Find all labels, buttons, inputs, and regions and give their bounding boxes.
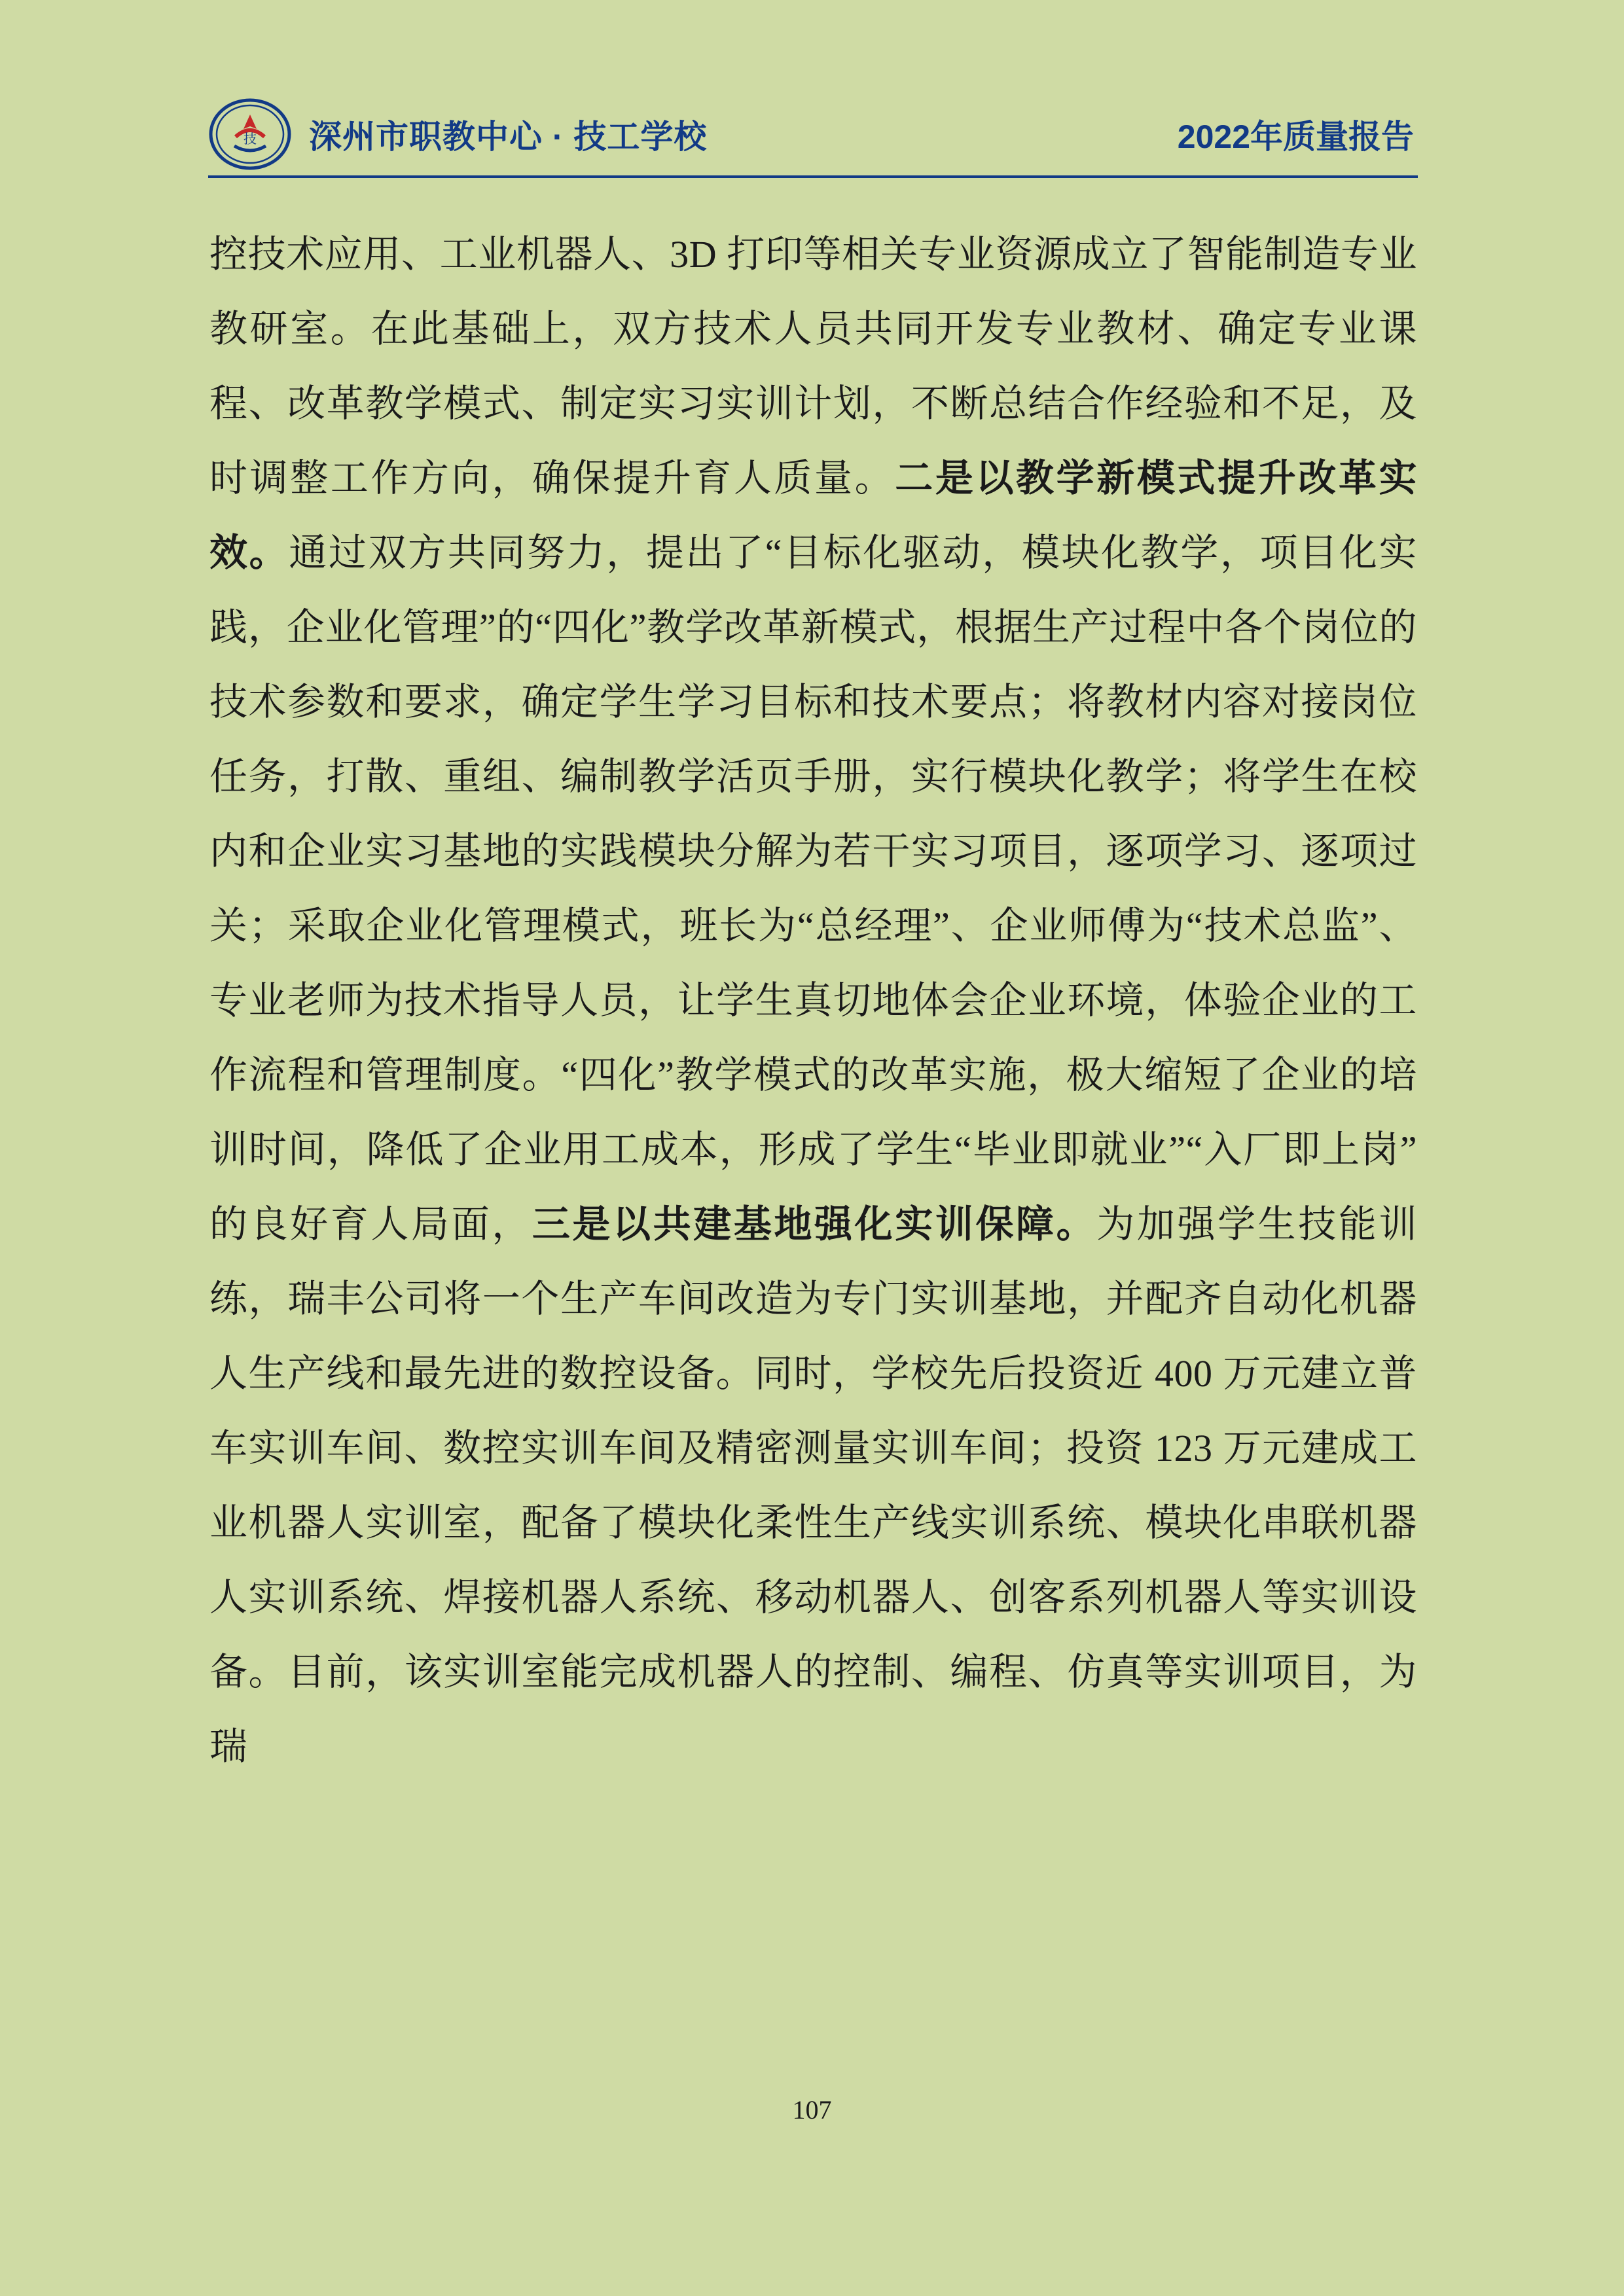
header-left-group [208, 98, 707, 171]
svg-text:技: 技 [244, 132, 257, 147]
body-paragraph [209, 217, 1417, 1784]
paragraph-segment-1: 控技术应用、工业机器人、3D 打印等相关专业资源成立了智能制造专业教研室。在此基础上，双方技术人员共同开发专业教材、确定专业课程、改革教学模式、制定实习实训计划，不断总结合作经验和不足，及时调整工作方向，确保提升育人质量。 [209, 233, 1417, 499]
bold-heading-1: 二是以教学新模式提升改革实效。 [209, 457, 1417, 574]
page-header [208, 92, 1416, 177]
school-logo-icon [208, 98, 292, 171]
paragraph-segment-3: 为加强学生技能训练，瑞丰公司将一个生产车间改造为专门实训基地，并配齐自动化机器人生产线和最先进的数控设备。同时，学校先后投资近 400 万元建立普车实训车间、数控实训车间及精密测量实训车间；投资 123 万元建成工业机器人实训室，配备了模块化柔性生产线实训系统、模块化串联机器人实训系统、焊接机器人系统、移动机器人、创客系列机器人等实训设备。目前，该实训室能完成机器人的控制、编程、仿真等实训项目，为瑞 [209, 1203, 1417, 1768]
bold-heading-2: 三是以共建基地强化实训保障。 [532, 1203, 1097, 1246]
paragraph-segment-2: 通过双方共同努力，提出了“目标化驱动，模块化教学，项目化实践，企业化管理”的“四化”教学改革新模式，根据生产过程中各个岗位的技术参数和要求，确定学生学习目标和技术要点；将教材内容对接岗位任务，打散、重组、编制教学活页手册，实行模块化教学；将学生在校内和企业实习基地的实践模块分解为若干实习项目，逐项学习、逐项过关；采取企业化管理模式，班长为“总经理”、企业师傅为“技术总监”、专业老师为技术指导人员，让学生真切地体会企业环境，体验企业的工作流程和管理制度。“四化”教学模式的改革实施，极大缩短了企业的培训时间，降低了企业用工成本，形成了学生“毕业即就业”“入厂即上岗”的良好育人局面， [209, 531, 1417, 1246]
page-content [209, 217, 1417, 1784]
school-name: 深州市职教中心 · 技工学校 [309, 118, 708, 155]
header-divider [208, 175, 1418, 178]
report-title: 2022年质量报告 [1177, 118, 1414, 155]
page-number: 107 [792, 2095, 832, 2125]
